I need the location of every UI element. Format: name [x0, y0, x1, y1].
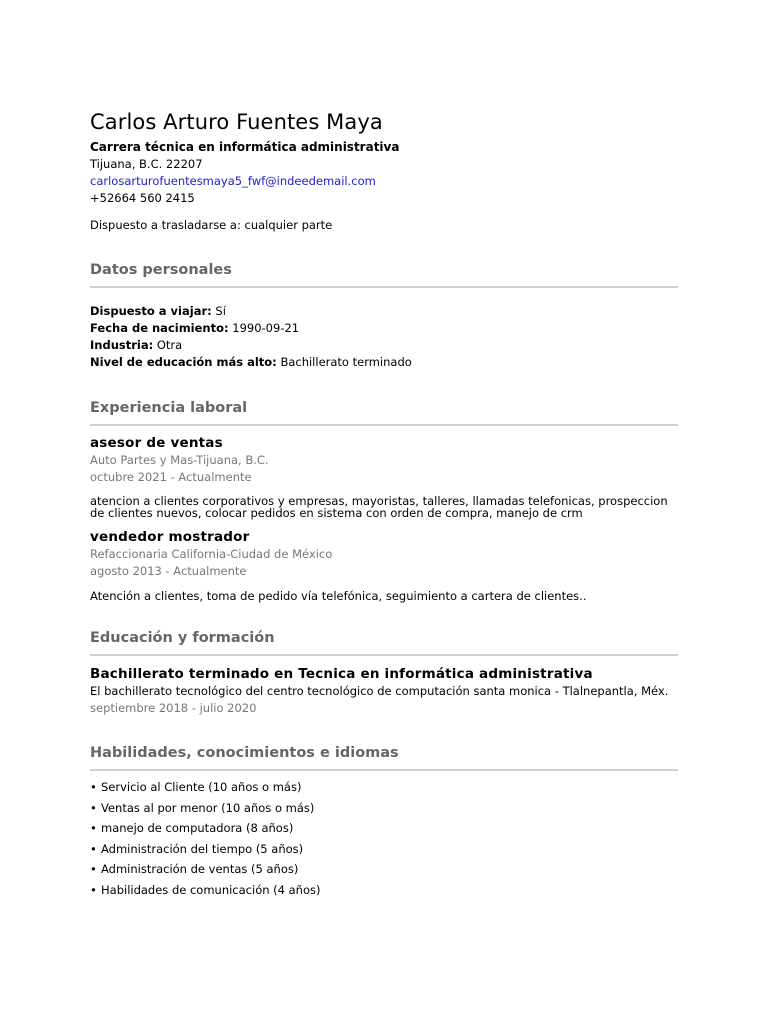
personal-value: Sí [215, 304, 226, 318]
education-entry [90, 665, 678, 717]
list-item [90, 818, 678, 839]
skill-label: Administración de ventas (5 años) [101, 862, 299, 876]
education-school: El bachillerato tecnológico del centro tecnológico de computación santa monica - Tlalnepantla, Méx. [90, 684, 669, 698]
list-item [90, 798, 678, 819]
section-title-skills: Habilidades, conocimientos e idiomas [90, 743, 678, 771]
section-title-experience: Experiencia laboral [90, 398, 678, 426]
education-dates: septiembre 2018 - julio 2020 [90, 701, 257, 715]
list-item [90, 880, 678, 901]
personal-label: Dispuesto a viajar: [90, 304, 212, 318]
location: Tijuana, B.C. 22207 [90, 157, 203, 171]
personal-item-education-level [90, 354, 678, 371]
section-title-education: Educación y formación [90, 628, 678, 656]
personal-item-birthdate [90, 320, 678, 337]
skill-label: Habilidades de comunicación (4 años) [101, 882, 321, 897]
skills-section [90, 743, 678, 900]
experience-section [90, 398, 678, 602]
personal-section [90, 260, 678, 371]
skill-label: Ventas al por menor (10 años o más) [101, 800, 315, 815]
skill-label: Administración del tiempo (5 años) [101, 841, 304, 856]
contact-header [90, 108, 678, 234]
list-item [90, 839, 678, 860]
personal-value: 1990-09-21 [232, 321, 300, 335]
personal-value: Bachillerato terminado [280, 355, 412, 369]
list-item [90, 859, 678, 880]
job-description: atencion a clientes corporativos y empresas, mayoristas, talleres, llamadas telefonicas, prospeccion de clientes nuevos, colocar pedidos en sistema con orden de compra, manejo de crm [90, 494, 668, 520]
skills-list [90, 777, 678, 900]
personal-label: Industria: [90, 338, 154, 352]
personal-item-travel [90, 303, 678, 320]
job-title: vendedor mostrador [90, 529, 250, 545]
education-section [90, 628, 678, 717]
job-description: Atención a clientes, toma de pedido vía telefónica, seguimiento a cartera de clientes.. [90, 589, 587, 603]
job-title: asesor de ventas [90, 435, 223, 451]
job-dates: octubre 2021 - Actualmente [90, 470, 252, 484]
skill-label: manejo de computadora (8 años) [101, 821, 294, 835]
bullet-icon: • [90, 841, 97, 856]
bullet-icon: • [90, 821, 97, 835]
resume [90, 108, 678, 900]
job-entry [90, 434, 678, 519]
bullet-icon: • [90, 800, 97, 815]
personal-label: Nivel de educación más alto: [90, 355, 277, 369]
job-entry [90, 528, 678, 602]
personal-label: Fecha de nacimiento: [90, 321, 229, 335]
phone-number: +52664 560 2415 [90, 191, 195, 205]
job-company: Auto Partes y Mas-Tijuana, B.C. [90, 453, 269, 467]
job-company: Refaccionaria California-Ciudad de México [90, 547, 333, 561]
education-degree: Bachillerato terminado en Tecnica en informática administrativa [90, 666, 593, 682]
candidate-name: Carlos Arturo Fuentes Maya [90, 110, 383, 134]
list-item [90, 777, 678, 798]
email-link[interactable]: carlosarturofuentesmaya5_fwf@indeedemail.com [90, 174, 376, 188]
personal-value: Otra [156, 338, 183, 352]
headline: Carrera técnica en informática administrativa [90, 140, 400, 154]
bullet-icon: • [90, 882, 97, 897]
bullet-icon: • [90, 862, 97, 876]
bullet-icon: • [90, 780, 97, 794]
section-title-personal: Datos personales [90, 260, 678, 288]
job-dates: agosto 2013 - Actualmente [90, 564, 247, 578]
skill-label: Servicio al Cliente (10 años o más) [101, 780, 302, 794]
relocation-preference: Dispuesto a trasladarse a: cualquier parte [90, 218, 333, 232]
personal-item-industry [90, 337, 678, 354]
